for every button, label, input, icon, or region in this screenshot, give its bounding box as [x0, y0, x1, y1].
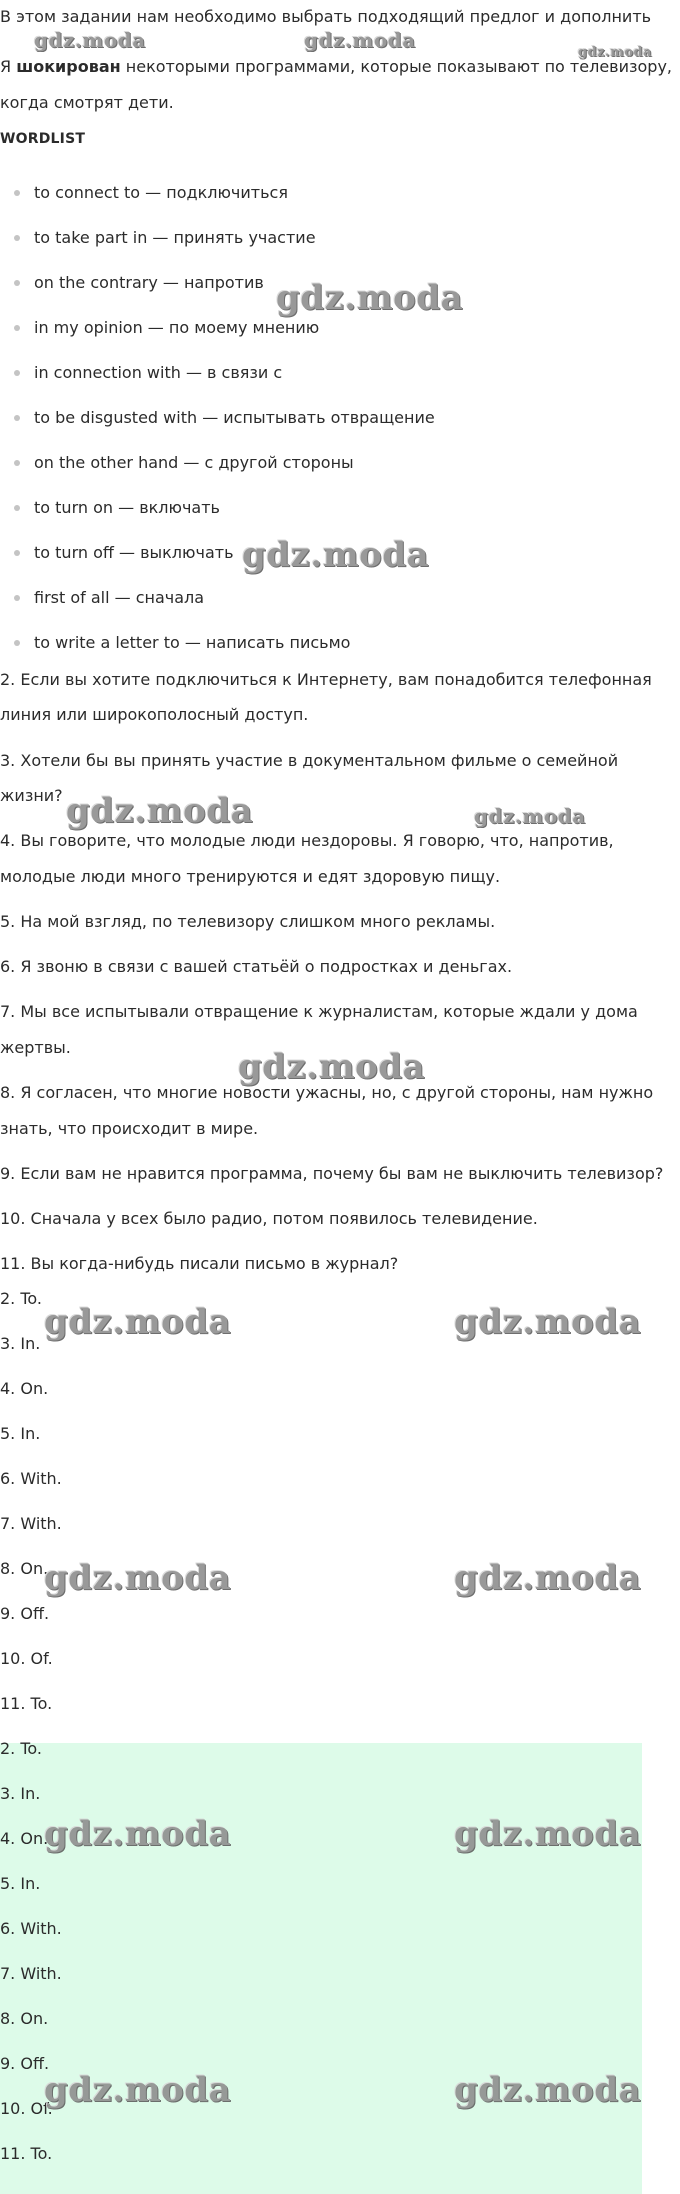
- answer-item: 2. To.: [0, 1289, 42, 1308]
- wordlist-item: to take part in — принять участие: [34, 228, 316, 247]
- bullet-icon: [14, 370, 20, 376]
- bullet-icon: [14, 640, 20, 646]
- translation-line: 2. Если вы хотите подключиться к Интернету, вам понадобится телефонная: [0, 670, 652, 689]
- watermark: gdz.moda: [44, 1558, 232, 1598]
- answer-item: 4. On.: [0, 1379, 49, 1398]
- watermark: gdz.moda: [578, 45, 653, 60]
- answer-box-item: 2. To.: [0, 1739, 42, 1758]
- bullet-icon: [14, 460, 20, 466]
- wordlist-item: on the other hand — с другой стороны: [34, 453, 354, 472]
- intro-line-1: В этом задании нам необходимо выбрать подходящий предлог и дополнить: [0, 7, 652, 26]
- answer-box-item: 4. On.: [0, 1829, 49, 1848]
- answer-item: 9. Off.: [0, 1604, 50, 1623]
- wordlist-item: to turn on — включать: [34, 498, 220, 517]
- bullet-icon: [14, 550, 20, 556]
- watermark: gdz.moda: [44, 1302, 232, 1342]
- bullet-icon: [14, 415, 20, 421]
- answer-box-item: 7. With.: [0, 1964, 62, 1983]
- wordlist-item: to be disgusted with — испытывать отвращение: [34, 408, 435, 427]
- wordlist-item: to turn off — выключать: [34, 543, 234, 562]
- answer-box-item: 5. In.: [0, 1874, 41, 1893]
- translation-line: 5. На мой взгляд, по телевизору слишком много рекламы.: [0, 912, 496, 931]
- answer-item: 6. With.: [0, 1469, 62, 1488]
- translation-line: жертвы.: [0, 1038, 71, 1057]
- bullet-icon: [14, 280, 20, 286]
- watermark: gdz.moda: [238, 1047, 426, 1087]
- watermark: gdz.moda: [242, 535, 430, 575]
- translation-line: жизни?: [0, 786, 63, 805]
- watermark: gdz.moda: [454, 1814, 642, 1854]
- answer-item: 10. Of.: [0, 1649, 53, 1668]
- watermark: gdz.moda: [66, 791, 254, 831]
- answer-item: 5. In.: [0, 1424, 41, 1443]
- translation-line: 8. Я согласен, что многие новости ужасны, но, с другой стороны, нам нужно: [0, 1083, 654, 1102]
- answer-box-item: 11. To.: [0, 2144, 53, 2163]
- answer-box-item: 3. In.: [0, 1784, 41, 1803]
- watermark: gdz.moda: [34, 28, 146, 52]
- translation-line: 3. Хотели бы вы принять участие в документальном фильме о семейной: [0, 751, 619, 770]
- answer-box-item: 8. On.: [0, 2009, 49, 2028]
- translation-line: 4. Вы говорите, что молодые люди нездоровы. Я говорю, что, напротив,: [0, 831, 614, 850]
- answer-box-item: 6. With.: [0, 1919, 62, 1938]
- bullet-icon: [14, 505, 20, 511]
- watermark: gdz.moda: [454, 1558, 642, 1598]
- watermark: gdz.moda: [304, 28, 416, 52]
- bullet-icon: [14, 325, 20, 331]
- wordlist-item: to write a letter to — написать письмо: [34, 633, 351, 652]
- bullet-icon: [14, 190, 20, 196]
- translation-line: 11. Вы когда-нибудь писали письмо в журнал?: [0, 1254, 399, 1273]
- translation-line: молодые люди много тренируются и едят здоровую пищу.: [0, 867, 501, 886]
- intro-line-3: когда смотрят дети.: [0, 93, 174, 112]
- answer-item: 7. With.: [0, 1514, 62, 1533]
- watermark: gdz.moda: [276, 278, 464, 318]
- wordlist-heading: WORDLIST: [0, 131, 86, 147]
- intro-rest: некоторыми программами, которые показывают по телевизору,: [120, 57, 672, 76]
- intro-line-2: [0, 56, 672, 78]
- translation-line: 7. Мы все испытывали отвращение к журналистам, которые ждали у дома: [0, 1002, 638, 1021]
- translation-line: 6. Я звоню в связи с вашей статьёй о подростках и деньгах.: [0, 957, 513, 976]
- watermark: gdz.moda: [44, 2070, 232, 2110]
- translation-line: 9. Если вам не нравится программа, почему бы вам не выключить телевизор?: [0, 1164, 664, 1183]
- translation-line: знать, что происходит в мире.: [0, 1119, 259, 1138]
- answer-item: 8. On.: [0, 1559, 49, 1578]
- watermark: gdz.moda: [474, 804, 586, 828]
- answer-highlight-box: [0, 1743, 642, 2194]
- bullet-icon: [14, 235, 20, 241]
- intro-bold-word: шокирован: [16, 57, 121, 76]
- answer-item: 3. In.: [0, 1334, 41, 1353]
- watermark: gdz.moda: [454, 2070, 642, 2110]
- watermark: gdz.moda: [44, 1814, 232, 1854]
- bullet-icon: [14, 595, 20, 601]
- watermark: gdz.moda: [454, 1302, 642, 1342]
- translation-line: линия или широкополосный доступ.: [0, 705, 309, 724]
- answer-box-item: 10. Of.: [0, 2099, 53, 2118]
- wordlist-item: in my opinion — по моему мнению: [34, 318, 320, 337]
- answer-item: 11. To.: [0, 1694, 53, 1713]
- intro-prefix: Я: [0, 57, 17, 76]
- wordlist-item: first of all — сначала: [34, 588, 205, 607]
- translation-line: 10. Сначала у всех было радио, потом появилось телевидение.: [0, 1209, 538, 1228]
- wordlist-item: on the contrary — напротив: [34, 273, 264, 292]
- answer-box-item: 9. Off.: [0, 2054, 50, 2073]
- wordlist-item: to connect to — подключиться: [34, 183, 288, 202]
- wordlist-item: in connection with — в связи с: [34, 363, 283, 382]
